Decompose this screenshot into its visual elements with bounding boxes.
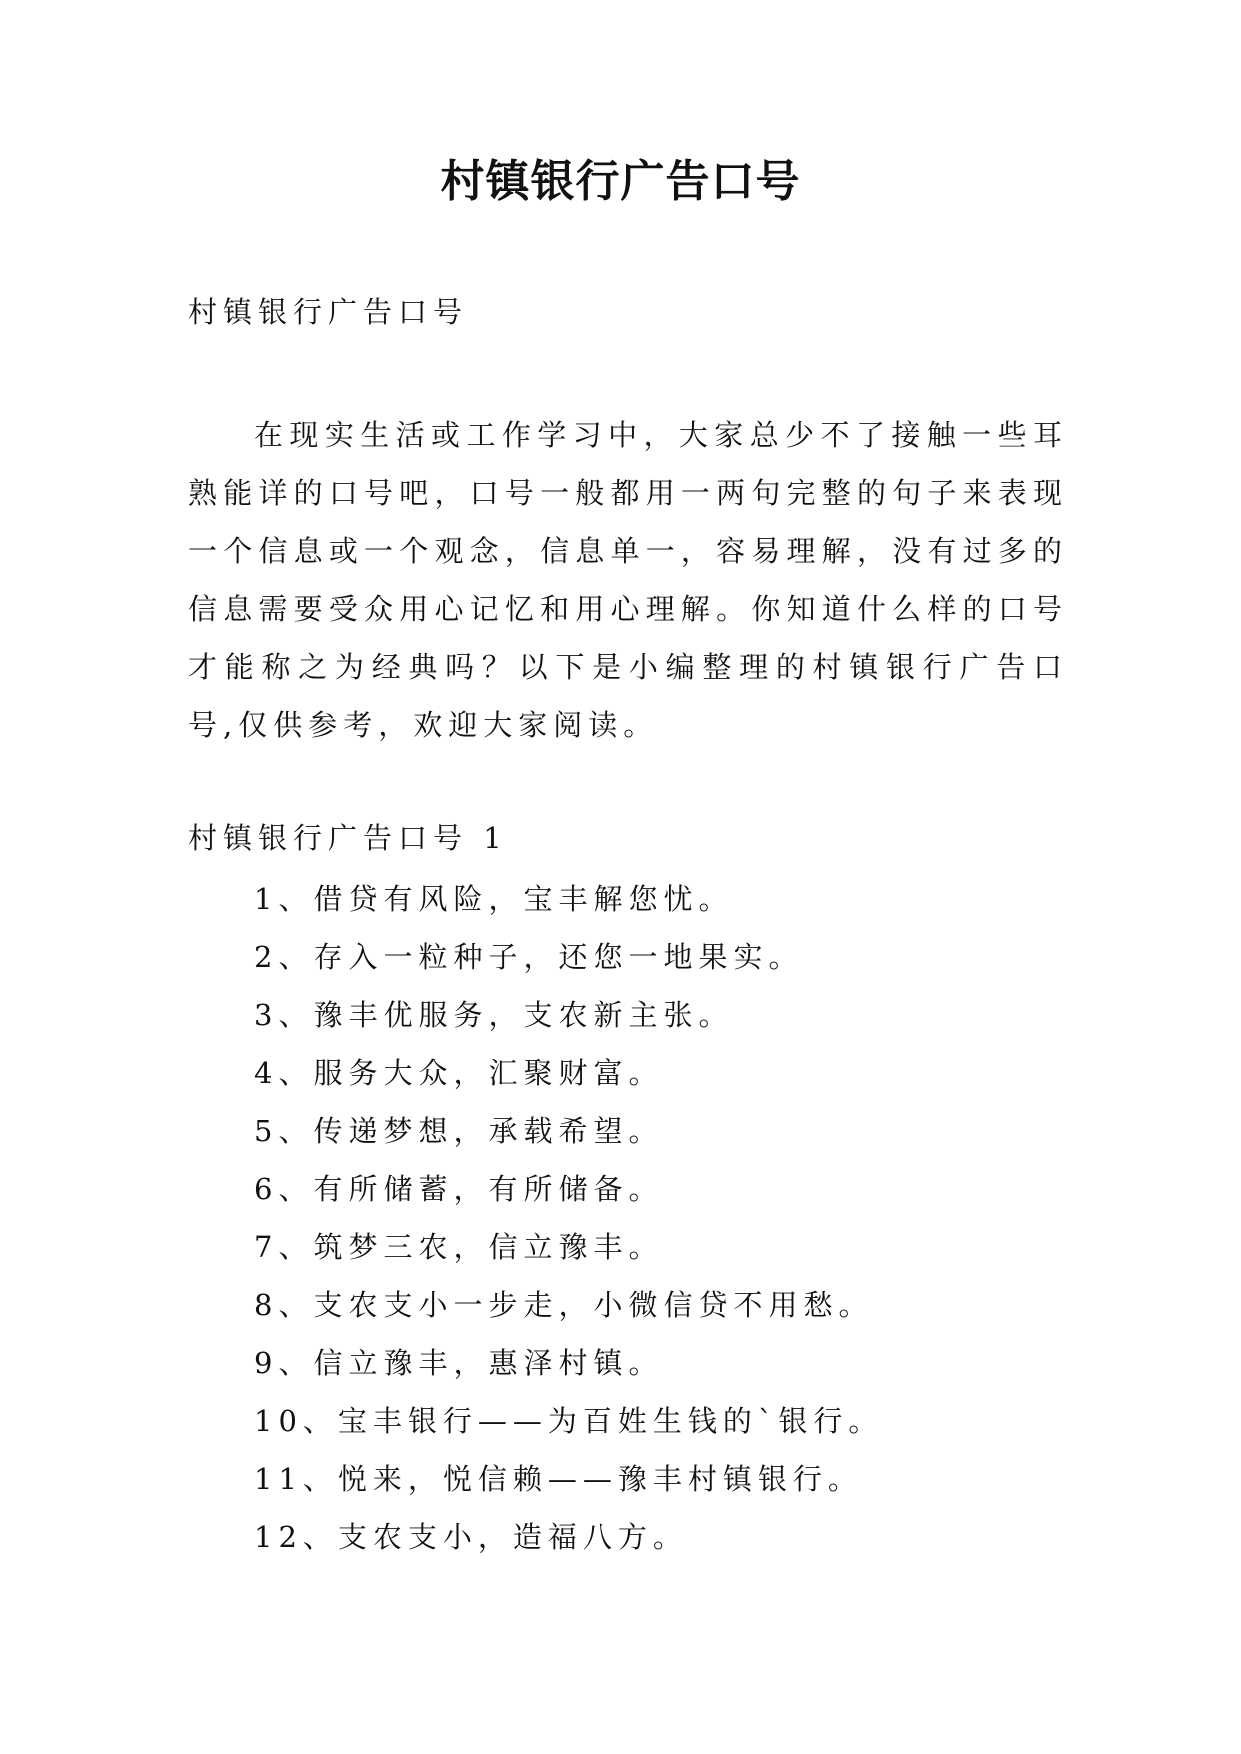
slogan-item: 8、支农支小一步走，小微信贷不用愁。 — [254, 1288, 874, 1322]
intro-paragraph: 在现实生活或工作学习中，大家总少不了接触一些耳熟能详的口号吧，口号一般都用一两句完整的句子来表现一个信息或一个观念，信息单一，容易理解，没有过多的信息需要受众用心记忆和用心理解。你知道什么样的口号才能称之为经典吗？以下是小编整理的村镇银行广告口号,仅供参考，欢迎大家阅读。 — [188, 418, 1068, 742]
slogan-item: 3、豫丰优服务，支农新主张。 — [254, 998, 734, 1032]
slogan-item: 6、有所储蓄，有所储备。 — [254, 1172, 664, 1206]
slogan-item: 7、筑梦三农，信立豫丰。 — [254, 1230, 664, 1264]
document-title: 村镇银行广告口号 — [440, 156, 801, 207]
slogan-item: 9、信立豫丰，惠泽村镇。 — [254, 1346, 664, 1380]
slogan-item: 4、服务大众，汇聚财富。 — [254, 1056, 664, 1090]
slogan-item: 12、支农支小，造福八方。 — [254, 1520, 688, 1554]
slogan-list — [254, 870, 883, 1566]
slogan-item: 2、存入一粒种子，还您一地果实。 — [254, 940, 804, 974]
slogan-item: 1、借贷有风险，宝丰解您忧。 — [254, 882, 734, 916]
slogan-item: 11、悦来，悦信赖——豫丰村镇银行。 — [254, 1462, 863, 1496]
slogan-item: 5、传递梦想，承载希望。 — [254, 1114, 664, 1148]
document-subtitle: 村镇银行广告口号 — [188, 295, 469, 329]
section-heading: 村镇银行广告口号 1 — [188, 821, 508, 855]
slogan-item: 10、宝丰银行——为百姓生钱的`银行。 — [254, 1404, 884, 1438]
